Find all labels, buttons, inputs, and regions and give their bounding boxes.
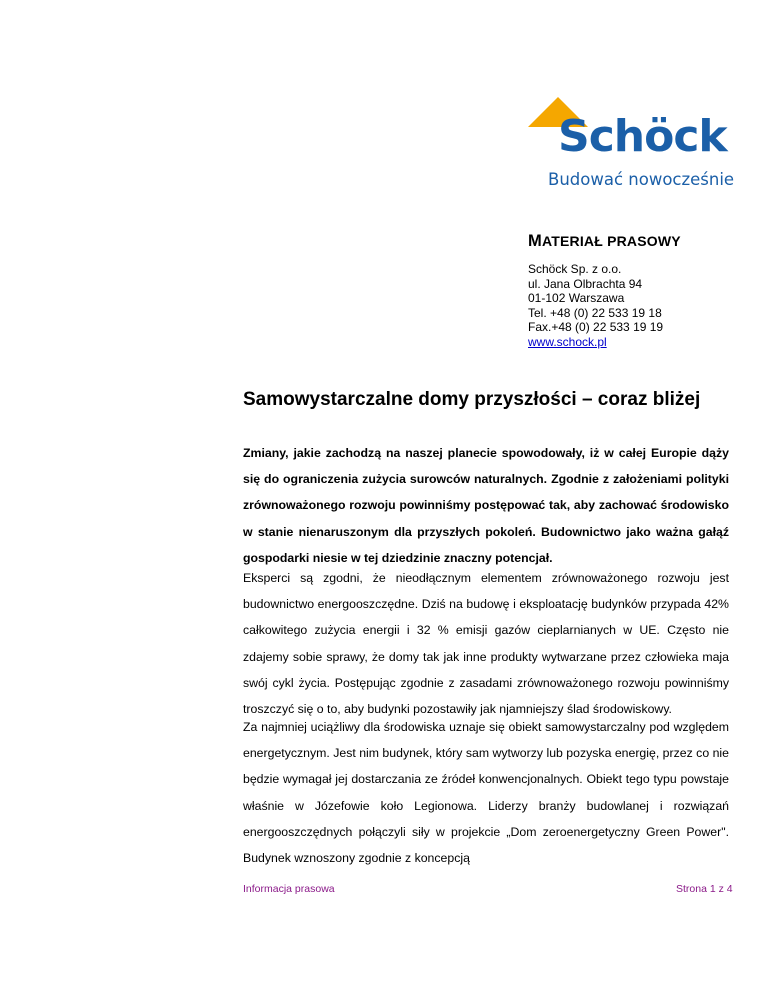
fax: Fax.+48 (0) 22 533 19 19	[528, 320, 664, 334]
press-heading-initial: M	[528, 232, 542, 250]
article-paragraph-2: Za najmniej uciążliwy dla środowiska uznaje się obiekt samowystarczalny pod względem energetycznym. Jest nim budynek, który sam wytworzy lub pozyska energię, przez co nie będzie wymagał jej dostarczania ze źródeł konwencjonalnych. Obiekt tego typu powstaje właśnie w Józefowie koło Legionowa. Liderzy branży budowlanej i rozwiązań energooszczędnych połączyli siły w projekcie „Dom zeroenergetyczny Green Power". Budynek wznoszony zgodnie z koncepcją	[243, 720, 729, 866]
street-address: ul. Jana Olbrachta 94	[528, 276, 643, 291]
press-heading	[528, 232, 681, 251]
company-name: Schöck Sp. z o.o.	[528, 262, 622, 276]
press-heading-rest: ATERIAŁ PRASOWY	[541, 233, 681, 249]
contact-block	[528, 262, 663, 349]
logo-wordmark: Schöck	[558, 111, 727, 162]
article-title: Samowystarczalne domy przyszłości – coraz bliżej	[243, 389, 701, 410]
logo-tagline: Budować nowocześnie	[548, 170, 735, 189]
article-paragraph-1: Eksperci są zgodni, że nieodłącznym elementem zrównoważonego rozwoju jest budownictwo energooszczędne. Dziś na budowę i eksploatację budynków przypada 42% całkowitego zużycia energii i 32 % emisji gazów cieplarnianych w UE. Często nie zdajemy sobie sprawy, że domy tak jak inne produkty wytwarzane przez człowieka maja swój cykl życia. Postępując zgodnie z zasadami zrównoważonego rozwoju powinniśmy troszczyć się o to, aby budynki pozostawiły jak njamniejszy ślad środowiskowy.	[243, 571, 729, 717]
website-link[interactable]: www.schock.pl	[528, 334, 607, 349]
schock-logo	[518, 97, 735, 192]
footer-label: Informacja prasowa	[243, 883, 335, 895]
article-lead: Zmiany, jakie zachodzą na naszej planecie spowodowały, iż w całej Europie dąży się do ograniczenia zużycia surowców naturalnych. Zgodnie z założeniami polityki zrównoważonego rozwoju powinniśmy postępować tak, aby zachować środowisko w stanie nienaruszonym dla przyszłych pokoleń. Budownictwo jako ważna gałąź gospodarki niesie w tej dziedzinie znaczny potencjał.	[243, 446, 729, 565]
page-number: Strona 1 z 4	[676, 883, 733, 895]
city-address: 01-102 Warszawa	[528, 291, 625, 305]
telephone: Tel. +48 (0) 22 533 19 18	[528, 305, 662, 320]
